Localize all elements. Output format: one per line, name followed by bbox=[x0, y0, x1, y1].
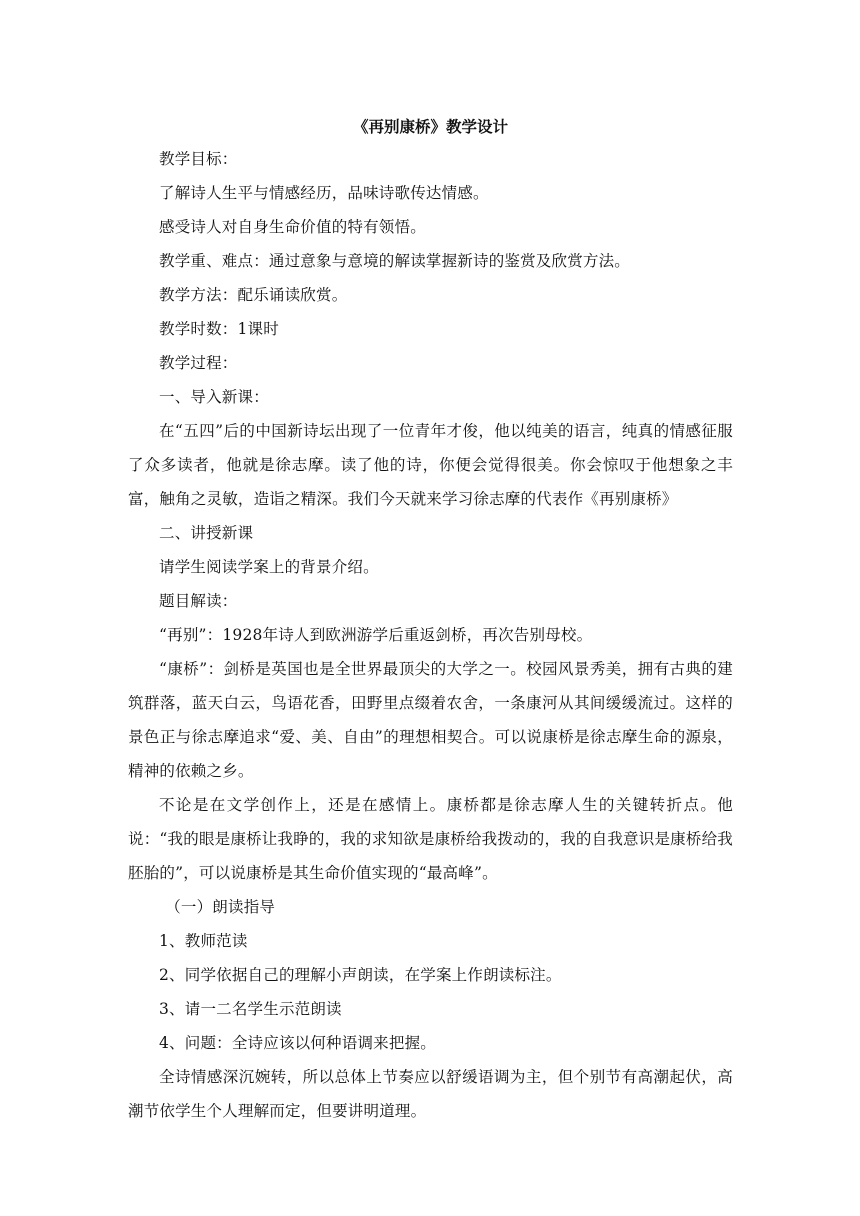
teaching-method: 教学方法：配乐诵读欣赏。 bbox=[159, 286, 348, 304]
objective-item: 感受诗人对自身生命价值的特有领悟。 bbox=[159, 218, 426, 236]
body-paragraph: 不论是在文学创作上，还是在感情上。康桥都是徐志摩人生的关键转折点。他说：“我的眼是康桥让我睁的，我的求知欲是康桥给我拨动的，我的自我意识是康桥给我胚胎的”，可以说康桥是其生命价值实现的“最高峰”。 bbox=[128, 796, 733, 882]
subheading: 题目解读： bbox=[159, 592, 238, 610]
list-item: 4、问题：全诗应该以何种语调来把握。 bbox=[159, 1034, 436, 1052]
body-paragraph: 请学生阅读学案上的背景介绍。 bbox=[159, 558, 379, 576]
body-paragraph: “康桥”：剑桥是英国也是全世界最顶尖的大学之一。校园风景秀美，拥有古典的建筑群落，蓝天白云，鸟语花香，田野里点缀着农舍，一条康河从其间缓缓流过。这样的景色正与徐志摩追求“爱、美、自由”的理想相契合。可以说康桥是徐志摩生命的源泉，精神的依赖之乡。 bbox=[128, 660, 733, 780]
list-item: 3、请一二名学生示范朗读 bbox=[159, 1000, 342, 1018]
list-item: 1、教师范读 bbox=[159, 932, 248, 950]
body-paragraph: “再别”：1928年诗人到欧洲游学后重返剑桥，再次告别母校。 bbox=[159, 626, 593, 644]
subsection-heading: （一）朗读指导 bbox=[165, 898, 276, 916]
teaching-hours: 教学时数：1课时 bbox=[159, 320, 279, 338]
body-paragraph: 全诗情感深沉婉转，所以总体上节奏应以舒缓语调为主，但个别节有高潮起伏，高潮节依学生个人理解而定，但要讲明道理。 bbox=[128, 1068, 733, 1120]
key-difficult-points: 教学重、难点：通过意象与意境的解读掌握新诗的鉴赏及欣赏方法。 bbox=[159, 252, 631, 270]
document-body bbox=[128, 112, 733, 1128]
intro-paragraph: 在“五四”后的中国新诗坛出现了一位青年才俊，他以纯美的语言，纯真的情感征服了众多读者，他就是徐志摩。读了他的诗，你便会觉得很美。你会惊叹于他想象之丰富，触角之灵敏，造诣之精深。我们今天就来学习徐志摩的代表作《再别康桥》 bbox=[128, 422, 733, 508]
heading-process: 教学过程： bbox=[159, 354, 238, 372]
section-heading: 一、导入新课： bbox=[159, 388, 269, 406]
list-item: 2、同学依据自己的理解小声朗读，在学案上作朗读标注。 bbox=[159, 966, 562, 984]
section-heading: 二、讲授新课 bbox=[159, 524, 254, 542]
document-title: 《再别康桥》教学设计 bbox=[352, 117, 508, 136]
objective-item: 了解诗人生平与情感经历，品味诗歌传达情感。 bbox=[159, 184, 489, 202]
heading-objectives: 教学目标： bbox=[159, 150, 238, 168]
